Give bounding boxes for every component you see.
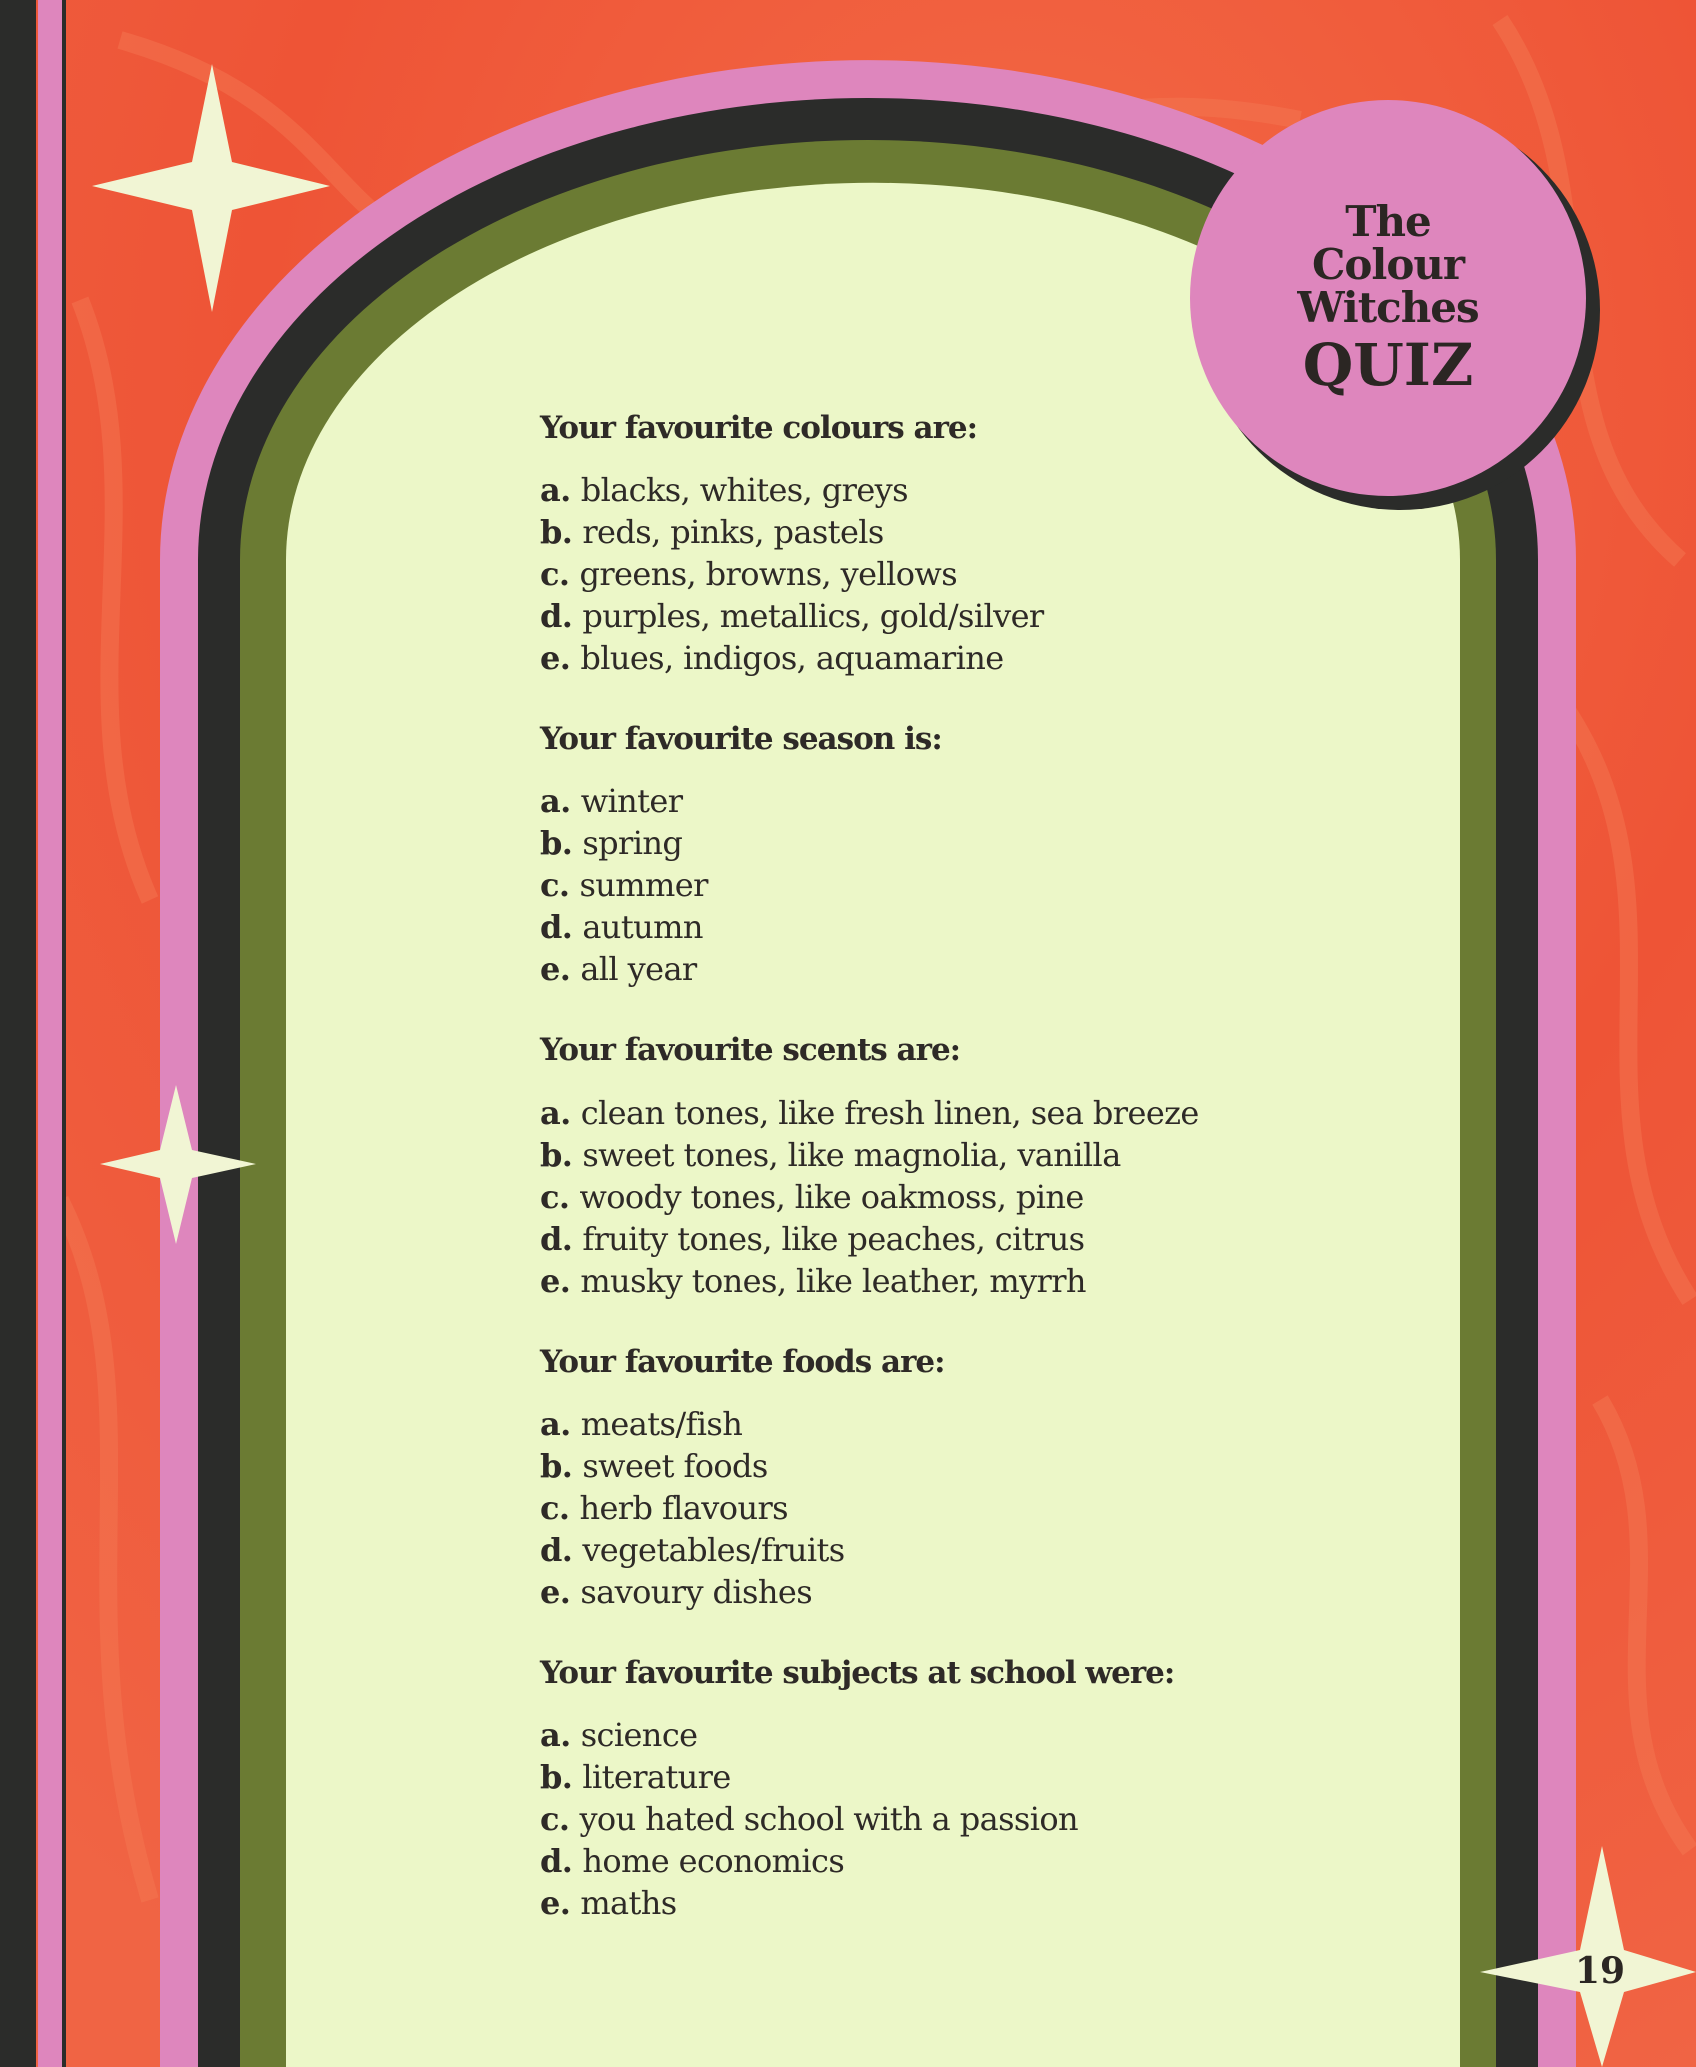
option-item: [540, 1487, 1300, 1529]
option-item: [540, 469, 1300, 511]
question-heading: Your favourite foods are:: [540, 1343, 945, 1380]
spine-dark: [0, 0, 36, 2067]
option-text: blues, indigos, aquamarine: [580, 639, 1004, 678]
option-text: herb flavours: [579, 1488, 788, 1527]
question-subjects: [540, 1655, 1300, 1924]
option-text: blacks, whites, greys: [580, 471, 908, 510]
option-text: autumn: [582, 908, 703, 947]
badge-line-1: The: [1345, 197, 1431, 247]
option-item: [540, 906, 1300, 948]
option-text: clean tones, like fresh linen, sea breeze: [580, 1093, 1199, 1132]
option-item: [540, 822, 1300, 864]
page-number: 19: [1574, 1950, 1626, 1992]
option-text: home economics: [582, 1841, 845, 1880]
option-item: [540, 1714, 1300, 1756]
option-letter: b.: [540, 1135, 573, 1174]
option-item: [540, 1134, 1300, 1176]
option-item: [540, 1176, 1300, 1218]
option-letter: d.: [540, 908, 573, 947]
option-item: [540, 1092, 1300, 1134]
option-item: [540, 511, 1300, 553]
option-item: [540, 553, 1300, 595]
option-letter: a.: [540, 782, 571, 821]
option-item: [540, 1445, 1300, 1487]
option-letter: b.: [540, 513, 573, 552]
option-letter: a.: [540, 1404, 571, 1443]
option-item: [540, 1882, 1300, 1924]
badge-line-2: Colour: [1311, 240, 1465, 289]
option-text: musky tones, like leather, myrrh: [580, 1261, 1086, 1300]
option-text: savoury dishes: [580, 1572, 813, 1611]
option-letter: a.: [540, 1715, 571, 1754]
option-letter: b.: [540, 1757, 573, 1796]
option-text: sweet foods: [582, 1446, 768, 1485]
badge-line-3: Witches: [1297, 282, 1479, 332]
option-text: summer: [579, 866, 708, 905]
option-letter: c.: [540, 1488, 570, 1527]
option-letter: d.: [540, 597, 573, 636]
option-list: [540, 1092, 1300, 1302]
option-text: you hated school with a passion: [579, 1799, 1079, 1838]
question-scents: [540, 1032, 1300, 1301]
option-list: [540, 1403, 1300, 1613]
option-item: [540, 1403, 1300, 1445]
option-letter: c.: [540, 1799, 570, 1838]
option-text: literature: [582, 1757, 731, 1796]
option-text: woody tones, like oakmoss, pine: [579, 1177, 1084, 1216]
option-item: [540, 1840, 1300, 1882]
option-letter: a.: [540, 471, 571, 510]
question-heading: Your favourite season is:: [540, 721, 942, 758]
option-letter: b.: [540, 824, 573, 863]
option-item: [540, 948, 1300, 990]
option-letter: c.: [540, 866, 570, 905]
spine-pink: [38, 0, 62, 2067]
question-colours: [540, 410, 1300, 679]
option-text: fruity tones, like peaches, citrus: [582, 1219, 1085, 1258]
option-text: all year: [580, 950, 697, 989]
option-item: [540, 595, 1300, 637]
badge-quiz: QUIZ: [1302, 330, 1474, 399]
option-item: [540, 1571, 1300, 1613]
option-letter: e.: [540, 1572, 571, 1611]
option-item: [540, 864, 1300, 906]
quiz-questions: [540, 410, 1300, 1924]
option-text: science: [580, 1715, 698, 1754]
option-letter: d.: [540, 1530, 573, 1569]
option-text: purples, metallics, gold/silver: [582, 597, 1044, 636]
option-letter: e.: [540, 1261, 571, 1300]
option-letter: c.: [540, 555, 570, 594]
option-letter: b.: [540, 1446, 573, 1485]
option-letter: d.: [540, 1841, 573, 1880]
option-text: spring: [582, 824, 683, 863]
option-text: winter: [580, 782, 683, 821]
question-season: [540, 721, 1300, 990]
option-list: [540, 469, 1300, 679]
spine-line: [62, 0, 66, 2067]
option-letter: e.: [540, 1883, 571, 1922]
option-item: [540, 1529, 1300, 1571]
option-item: [540, 637, 1300, 679]
option-letter: e.: [540, 950, 571, 989]
option-item: [540, 1218, 1300, 1260]
option-text: reds, pinks, pastels: [582, 513, 884, 552]
option-letter: a.: [540, 1093, 571, 1132]
option-text: meats/fish: [580, 1404, 743, 1443]
option-letter: c.: [540, 1177, 570, 1216]
option-letter: d.: [540, 1219, 573, 1258]
option-item: [540, 1798, 1300, 1840]
question-heading: Your favourite subjects at school were:: [540, 1654, 1175, 1691]
option-text: maths: [580, 1883, 677, 1922]
option-list: [540, 780, 1300, 990]
option-item: [540, 1260, 1300, 1302]
question-heading: Your favourite scents are:: [540, 1032, 961, 1069]
option-text: greens, browns, yellows: [579, 555, 958, 594]
option-letter: e.: [540, 639, 571, 678]
option-list: [540, 1714, 1300, 1924]
option-text: sweet tones, like magnolia, vanilla: [582, 1135, 1121, 1174]
option-text: vegetables/fruits: [582, 1530, 845, 1569]
option-item: [540, 780, 1300, 822]
question-heading: Your favourite colours are:: [540, 410, 978, 446]
option-item: [540, 1756, 1300, 1798]
question-foods: [540, 1344, 1300, 1613]
